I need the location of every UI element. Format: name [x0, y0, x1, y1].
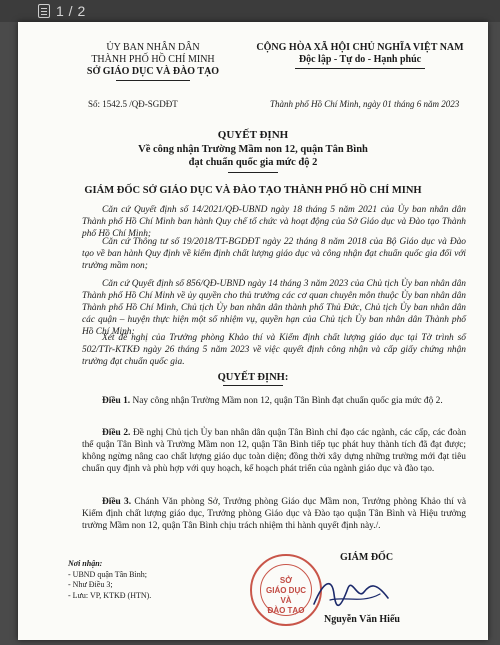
national-motto: Độc lập - Tự do - Hạnh phúc — [298, 54, 422, 65]
nation-name: CỘNG HÒA XÃ HỘI CHỦ NGHĨA VIỆT NAM — [256, 42, 464, 53]
article-1 — [82, 395, 466, 407]
signer-name: Nguyễn Văn Hiếu — [324, 614, 400, 625]
article-number: Điều 1. — [102, 396, 131, 406]
article-number: Điều 2. — [102, 428, 131, 438]
subject-underline — [228, 172, 278, 173]
article-2 — [82, 427, 466, 475]
preamble-paragraph: Căn cứ Quyết định số 14/2021/QĐ-UBND ngày 18 tháng 5 năm 2021 của Ủy ban nhân dân Thành phố Hồ Chí Minh ban hành Quy chế tổ chức và hoạt động của Sở Giáo dục và Đào tạo Thành phố Hồ Chí Minh; — [82, 205, 466, 240]
article-3 — [82, 496, 466, 532]
national-heading — [240, 42, 480, 69]
page-counter: 1 / 2 — [56, 3, 86, 19]
decides-underline — [223, 385, 283, 386]
document-number: Số: 1542.5 /QĐ-SGDĐT — [88, 99, 178, 109]
motto-underline — [295, 68, 425, 69]
place-and-date: Thành phố Hồ Chí Minh, ngày 01 tháng 6 năm 2023 — [270, 99, 460, 109]
article-text: Đề nghị Chủ tịch Ủy ban nhân dân quận Tân Bình chỉ đạo các ngành, các cấp, các đoàn thể quận Tân Bình và Trường Mầm non 12, quận Tân Bình tiếp tục phát huy thành tích đã đạt được; không ngừng nâng cao chất lượng giáo dục toàn diện; đồng thời xây dựng những trường mới đạt tiêu chuẩn quy định và phù hợp với quy hoạch, kế hoạch phát triển của ngành giáo dục và đào tạo. — [82, 428, 467, 475]
org-line-1: ỦY BAN NHÂN DÂN — [106, 42, 200, 53]
decision-subject — [18, 143, 488, 173]
preamble-paragraph: Xét đề nghị của Trưởng phòng Khảo thí và Kiểm định chất lượng giáo dục tại Tờ trình số 502/TTr-KTKĐ ngày 26 tháng 5 năm 2023 về việc quyết định công nhận và cấp giấy chứng nhận trường đạt chuẩn quốc gia. — [82, 333, 466, 368]
article-text: Chánh Văn phòng Sở, Trưởng phòng Giáo dục Mầm non, Trưởng phòng Khảo thí và Kiểm định chất lượng giáo dục, Trưởng phòng Giáo dục và Đào tạo quận Tân Bình và Hiệu trưởng trường Mầm non 12, quận Tân Bình chịu trách nhiệm thi hành quyết định này./. — [82, 497, 466, 532]
recipients-heading: Nơi nhận: — [68, 559, 103, 568]
page-icon[interactable] — [38, 4, 50, 18]
issuing-organization — [68, 42, 238, 81]
issuing-authority: GIÁM ĐỐC SỞ GIÁO DỤC VÀ ĐÀO TẠO THÀNH PHỐ HỒ CHÍ MINH — [84, 185, 422, 196]
seal-line: SỞ — [279, 576, 293, 585]
decides-heading-text: QUYẾT ĐỊNH: — [217, 372, 289, 383]
article-number: Điều 3. — [102, 497, 132, 507]
seal-line: ĐÀO TẠO — [267, 606, 305, 615]
signer-title: GIÁM ĐỐC — [340, 552, 394, 563]
recipient-item: - Lưu: VP, KTKĐ (HTN). — [68, 590, 152, 600]
recipient-item: - UBND quận Tân Bình; — [68, 569, 147, 579]
document-page — [18, 22, 488, 640]
preamble-paragraph: Căn cứ Quyết định số 856/QĐ-UBND ngày 14 tháng 3 năm 2023 của Chủ tịch Ủy ban nhân dân Thành phố Hồ Chí Minh về ủy quyền cho thủ trưởng các cơ quan chuyên môn thuộc Ủy ban nhân dân Thành phố Hồ Chí Minh, Chủ tịch Ủy ban nhân dân thành phố Thủ Đức, Chủ tịch Ủy ban nhân dân các quận – huyện thực hiện một số nhiệm vụ, quyền hạn của Chủ tịch Ủy ban nhân dân Thành phố Hồ Chí Minh; — [82, 279, 466, 338]
seal-line: VÀ — [280, 596, 292, 605]
viewer-toolbar — [0, 0, 500, 22]
handwritten-signature — [310, 574, 392, 614]
decision-title: QUYẾT ĐỊNH — [217, 129, 289, 141]
article-text: Nay công nhận Trường Mầm non 12, quận Tân Bình đạt chuẩn quốc gia mức độ 2. — [130, 396, 443, 406]
org-line-3: SỞ GIÁO DỤC VÀ ĐÀO TẠO — [86, 66, 220, 77]
subject-line-2: đạt chuẩn quốc gia mức độ 2 — [188, 157, 318, 168]
subject-line-1: Về công nhận Trường Mầm non 12, quận Tân Bình — [138, 144, 368, 155]
org-underline — [116, 80, 190, 81]
preamble-paragraph: Căn cứ Thông tư số 19/2018/TT-BGDĐT ngày 22 tháng 8 năm 2018 của Bộ Giáo dục và Đào tạo về ban hành Quy định về kiểm định chất lượng giáo dục và công nhận đạt chuẩn quốc gia đối với trường mầm non; — [82, 237, 466, 272]
recipient-item: - Như Điều 3; — [68, 580, 113, 589]
recipients-list — [68, 559, 151, 601]
org-line-2: THÀNH PHỐ HỒ CHÍ MINH — [91, 54, 215, 65]
seal-line: GIÁO DỤC — [266, 586, 306, 595]
decides-heading — [18, 372, 488, 386]
